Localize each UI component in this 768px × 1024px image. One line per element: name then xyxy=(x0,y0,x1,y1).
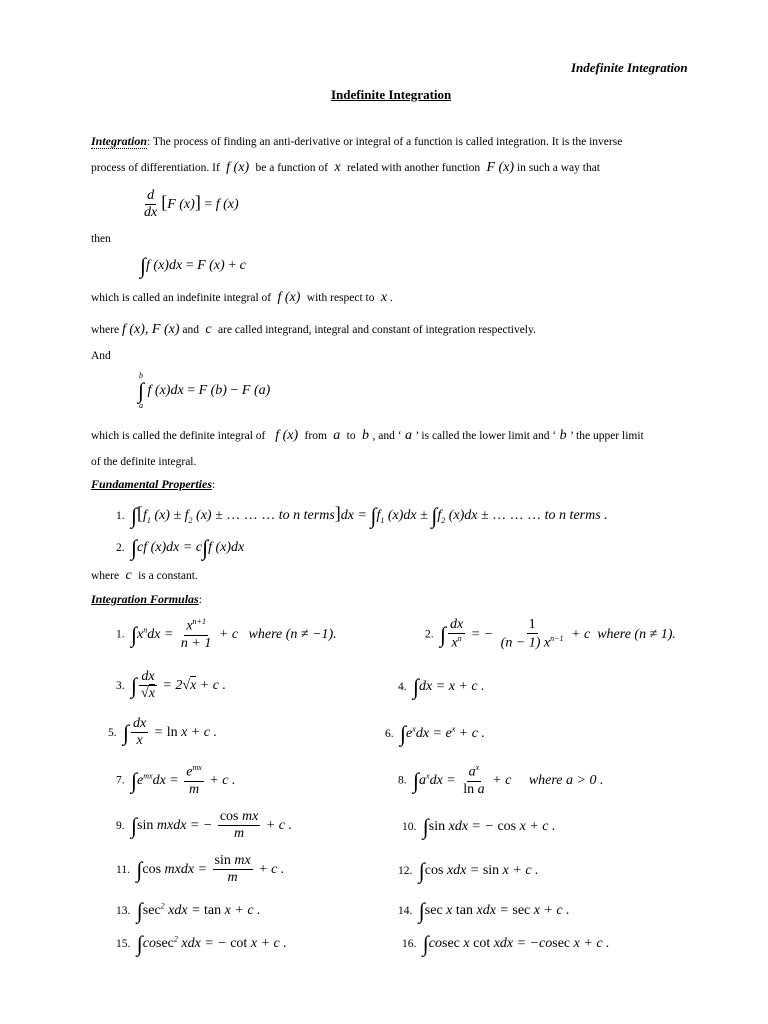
def-text-b: from xyxy=(304,430,327,442)
intro-line-1 xyxy=(91,134,622,149)
page-title: Indefinite Integration xyxy=(331,87,452,102)
formula-num: 4. xyxy=(398,681,407,694)
fundamental-heading-text: Fundamental Properties xyxy=(91,477,213,491)
formulas-heading-text: Integration Formulas xyxy=(91,592,199,606)
def-text-f: ’ the upper limit xyxy=(570,430,644,442)
formula-num: 10. xyxy=(402,821,417,834)
math-f-x-2: f (x) xyxy=(273,290,304,305)
indefinite-integral-equation: ∫f (x)dx = F (x) + c xyxy=(140,253,246,278)
formula-3: 3. ∫ $\frac{dx}{√x}$ = 2√x + c . xyxy=(116,669,226,702)
property-1-num: 1. xyxy=(116,510,125,522)
then-label: then xyxy=(91,233,111,245)
formula-num: 12. xyxy=(398,865,413,878)
property-2 xyxy=(116,537,244,559)
intro-text-2c: related with another function xyxy=(346,162,481,174)
formula-num: 16. xyxy=(402,938,417,951)
formula-11: 11. ∫cos mxdx = $\frac{\text{sin mx}}{m}$ + c . xyxy=(116,853,285,886)
to-n-terms-2: to n terms xyxy=(544,508,601,523)
math-f-x-3: f (x), F (x) xyxy=(121,322,180,337)
where-text-a: where xyxy=(91,324,120,336)
where-text-c: are called integrand, integral and constant of integration respectively. xyxy=(217,324,536,336)
intro-text-2d: in such a way that xyxy=(516,162,601,174)
formula-num: 9. xyxy=(116,819,125,832)
math-b: b xyxy=(358,428,373,443)
formula-num: 6. xyxy=(385,728,394,741)
math-x: x xyxy=(330,160,345,175)
formula-6: 6. $\int e^xdx = e^x + c$ . xyxy=(385,721,485,746)
math-f-x: f (x) xyxy=(222,160,253,175)
formula-10: 10. ∫sin xdx = − cos x + c . xyxy=(402,814,556,839)
formula-13: 13. $\int\sec^2$ xdx = tan x + c . xyxy=(116,898,261,923)
formula-8: 8. $\int a^xdx$ = $\frac{a^x}{\text{ln a}}$ + c where a > 0 . xyxy=(398,763,604,797)
def-text xyxy=(91,428,644,444)
def-text-d: , and ‘ xyxy=(372,430,402,442)
formulas-colon: : xyxy=(198,594,202,606)
and-label: And xyxy=(91,350,111,362)
formula-16: 16. ∫cosec x cot xdx = −cosec x + c . xyxy=(402,931,610,956)
formula-num: 5. xyxy=(108,726,117,739)
formula-1: 1. $\int x^ndx$ = $\frac{x^{n+1}}{n + 1}$ + c where (n ≠ −1). xyxy=(116,617,337,651)
math-c-2: c xyxy=(121,568,136,583)
intro-line-2 xyxy=(91,160,600,176)
dots-1: … … … xyxy=(226,508,276,523)
indef-text-b: with respect to xyxy=(306,292,375,304)
where-text xyxy=(91,322,536,338)
formula-4: 4. ∫dx = x + c . xyxy=(398,674,485,699)
fundamental-colon: : xyxy=(212,479,216,491)
intro-text-2b: be a function of xyxy=(255,162,328,174)
math-x-2: x xyxy=(377,290,388,305)
def-text-line-2: of the definite integral. xyxy=(91,456,197,468)
formula-num: 7. xyxy=(116,774,125,787)
integration-term: Integration xyxy=(91,134,148,148)
formula-num: 3. xyxy=(116,679,125,692)
dots-2: … … … xyxy=(492,508,542,523)
formula-5: 5. ∫ $\frac{dx}{x}$ = ln x + c . xyxy=(108,716,217,749)
math-b-2: b xyxy=(556,428,571,443)
formula-2: 2. ∫ $\frac{dx}{x^n}$ = − $\frac{1}{(n - 1) x^{n-1}}$ + c where (n ≠ 1). xyxy=(425,617,676,651)
property-1 xyxy=(116,503,608,527)
definite-integral-equation: b ∫ a f (x)dx = F (b) − F (a) xyxy=(138,371,271,410)
def-text-a: which is called the definite integral of xyxy=(91,430,266,442)
derivative-equation: $\frac{d}{dx}$ [F (x)] = f (x) xyxy=(144,188,239,221)
where-text-b: and xyxy=(182,324,199,336)
math-c: c xyxy=(201,322,216,337)
formulas-heading xyxy=(91,592,202,607)
math-a: a xyxy=(329,428,344,443)
formula-9: 9. ∫sin mxdx = − $\frac{\text{cos mx}}{m}$ + c . xyxy=(116,809,292,842)
formula-num: 11. xyxy=(116,863,130,876)
formula-num: 15. xyxy=(116,938,131,951)
def-text-e: ’ is called the lower limit and ‘ xyxy=(415,430,557,442)
indef-text: which is called an indefinite integral of f (x) with respect to x . xyxy=(91,290,393,305)
def-text-c: to xyxy=(346,430,356,442)
math-F-x: F (x) xyxy=(483,160,515,175)
indef-text-a: which is called an indefinite integral of xyxy=(91,292,272,304)
formula-num: 1. xyxy=(116,628,125,641)
formula-num: 8. xyxy=(398,774,407,787)
intro-text-1: : The process of finding an anti-derivative or integral of a function is called integration. It is the inverse xyxy=(147,136,623,148)
where-const-a: where xyxy=(91,570,120,582)
intro-text-2a: process of differentiation. If xyxy=(91,162,220,174)
formula-14: 14. ∫sec x tan xdx = sec x + c . xyxy=(398,898,570,923)
property-2-num: 2. xyxy=(116,542,125,555)
formula-num: 13. xyxy=(116,905,131,918)
formula-7: 7. $\int e^{mx}dx$ = $\frac{e^{mx}}{m}$ + c . xyxy=(116,763,236,797)
formula-num: 2. xyxy=(425,628,434,641)
formula-12: 12. ∫cos xdx = sin x + c . xyxy=(398,858,539,883)
where-const-b: is a constant. xyxy=(138,570,198,582)
property-2-math: ∫cf (x)dx = c∫f (x)dx xyxy=(131,535,245,560)
fundamental-heading xyxy=(91,477,215,492)
math-f-x-4: f (x) xyxy=(268,428,302,443)
to-n-terms-1: to n terms xyxy=(278,508,335,523)
property-1-math: $\int[f_1$ $(x) \pm f_2$ (x) ± … … … to n terms]dx = $\int f_1$ $(x)dx \pm \int f_2$ (x)dx ± … … … to n terms . xyxy=(131,502,608,528)
formula-15: 15. ∫cosec$^2$ xdx = − cot x + c . xyxy=(116,931,287,956)
running-header: Indefinite Integration xyxy=(571,60,688,75)
math-a-2: a xyxy=(401,428,416,443)
where-const xyxy=(91,568,198,584)
formula-num: 14. xyxy=(398,905,413,918)
